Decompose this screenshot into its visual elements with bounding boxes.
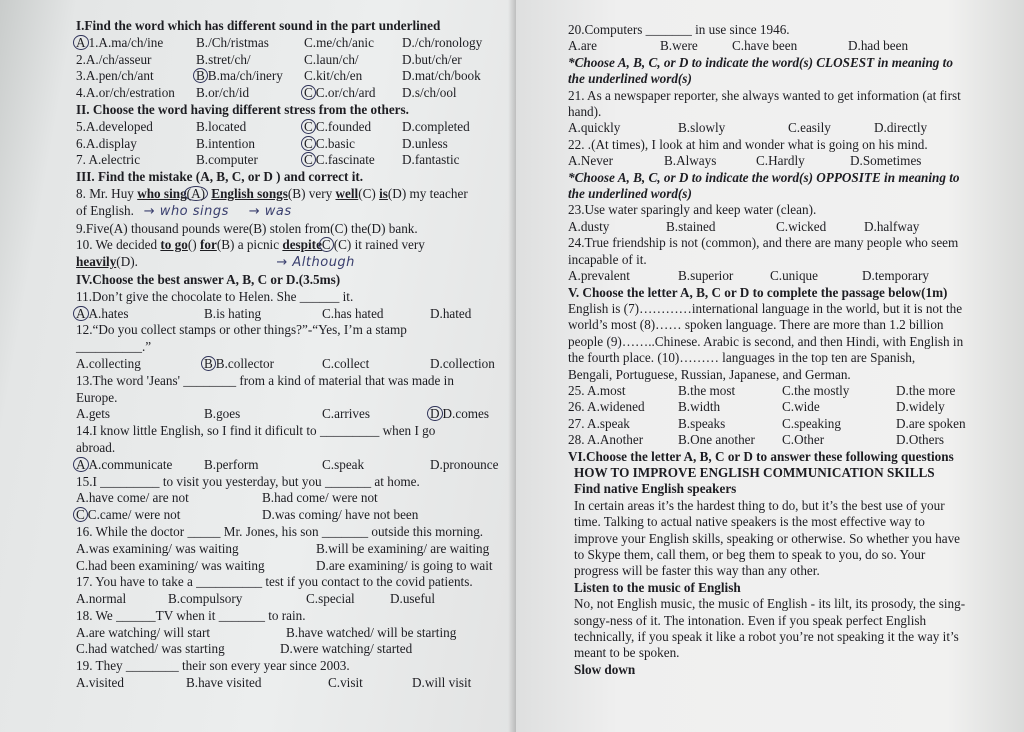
question-row: 4.A.or/ch/estration B.or/ch/id C C.or/ch/ard D.s/ch/ool — [76, 85, 457, 101]
question-22-options: A.Never B.Always C.Hardly D.Sometimes — [568, 153, 922, 169]
opposite-meaning-title: *Choose A, B, C, or D to indicate the word(s) OPPOSITE in meaning to — [568, 169, 960, 185]
question-row: 5.A.developed B.located C C.founded D.completed — [76, 118, 470, 134]
section-4-title: IV.Choose the best answer A, B, C or D.(3.5ms) — [76, 271, 341, 287]
answer-circle: A — [73, 306, 89, 321]
reading-heading: Listen to the music of English — [574, 579, 741, 595]
answer-circle: A — [73, 457, 89, 472]
question-18-options: A.are watching/ will start B.have watched/ will be starting — [76, 624, 457, 640]
closest-meaning-title: *Choose A, B, C, or D to indicate the word(s) CLOSEST in meaning to — [568, 54, 953, 70]
question-24: 24.True friendship is not (common), and there are many people who seem — [568, 235, 959, 251]
question-18: 18. We ______TV when it _______ to rain. — [76, 607, 306, 623]
question-23: 23.Use water sparingly and keep water (clean). — [568, 202, 817, 218]
question-21-options: A.quickly B.slowly C.easily D.directly — [568, 120, 928, 136]
reading-heading: Find native English speakers — [574, 481, 737, 497]
section-3-title: III. Find the mistake (A, B, C, or D ) and correct it. — [76, 169, 364, 185]
answer-circle: C — [319, 237, 334, 252]
question-23-options: A.dusty B.stained C.wicked D.halfway — [568, 218, 920, 234]
opposite-meaning-title-2: the underlined word(s) — [568, 186, 692, 202]
question-12-cont: __________.” — [76, 339, 152, 355]
question-24-cont: incapable of it. — [568, 251, 647, 267]
reading-heading: Slow down — [574, 661, 636, 677]
answer-circle: B — [193, 68, 208, 83]
question-19-options: A.visited B.have visited C.visit D.will visit — [76, 675, 472, 691]
question-row: A 1.A.ma/ch/ine B./Ch/ristmas C.me/ch/anic D./ch/ronology — [76, 35, 506, 52]
right-page — [516, 0, 1024, 732]
question-16-options: A.was examining/ was waiting B.will be examining/ are waiting — [76, 540, 490, 556]
question-16-options-2: C.had been examining/ was waiting D.are examining/ is going to wait — [76, 557, 493, 573]
question-19: 19. They ________ their son every year since 2003. — [76, 658, 350, 674]
question-13: 13.The word 'Jeans' ________ from a kind of material that was made in — [76, 372, 454, 388]
answer-circle: A — [73, 35, 89, 50]
answer-circle: B — [201, 356, 216, 371]
question-8-cont: of English. → who sings → was — [76, 202, 292, 219]
passage-line: English is (7)…………international language in the world, but it is not the — [568, 300, 963, 316]
handwritten-correction: → was — [248, 203, 292, 219]
question-21-cont: hand). — [568, 104, 602, 120]
passage-line: people (9)……..Chinese. Arabic is second, and then Hindi, with English in — [568, 333, 964, 349]
section-2-title: II. Choose the word having different stress from the others. — [76, 101, 409, 117]
passage-line: world’s most (8)…… spoken language. There are more than 1.2 billion — [568, 317, 944, 333]
answer-circle: C — [301, 85, 316, 100]
question-24-options: A.prevalent B.superior C.unique D.temporary — [568, 268, 930, 284]
question-11: 11.Don’t give the chocolate to Helen. She ______ it. — [76, 288, 354, 304]
question-18-options-2: C.had watched/ was starting D.were watching/ started — [76, 641, 413, 657]
question-12: 12.“Do you collect stamps or other things?”-“Yes, I’m a stamp — [76, 322, 407, 338]
question-16: 16. While the doctor _____ Mr. Jones, his son _______ outside this morning. — [76, 523, 484, 539]
question-20-options: A.are B.were C.have been D.had been — [568, 38, 909, 54]
reading-paragraph-1: In certain areas it’s the hardest thing to do, but it’s the best use of your time. Talking to actual native speakers is the most effective way to improve your English skills, speaking or otherwise. So whether you have to Skype them, call them, or beg them to speak to you, do so. Your progress will be faster this way than any other. — [574, 497, 961, 579]
question-row: 3.A.pen/ch/ant B B.ma/ch/inery C.kit/ch/en D.mat/ch/book — [76, 68, 481, 84]
question-14-options: A A.communicate B.perform C.speak D.pronounce — [76, 457, 506, 474]
question-13-cont: Europe. — [76, 389, 118, 405]
question-27-options: 27. A.speak B.speaks C.speaking D.are spoken — [568, 415, 966, 431]
handwritten-correction: → Although — [276, 255, 355, 271]
answer-circle: C — [301, 119, 316, 134]
question-row: 6.A.display B.intention C C.basic D.unless — [76, 135, 448, 151]
passage-line: Bengali, Portuguese, Russian, Japanese, and German. — [568, 366, 851, 382]
section-5-title: V. Choose the letter A, B, C or D to complete the passage below(1m) — [568, 284, 948, 300]
question-22: 22. .(At times), I look at him and wonder what is going on his mind. — [568, 136, 928, 152]
question-13-options: A.gets B.goes C.arrives D D.comes — [76, 406, 490, 422]
answer-circle: C — [301, 136, 316, 151]
question-17: 17. You have to take a __________ test if you contact to the covid patients. — [76, 574, 473, 590]
question-14-cont: abroad. — [76, 439, 116, 455]
question-15-options-2: C C.came/ were not D.was coming/ have not been — [76, 507, 506, 524]
section-6-title: VI.Choose the letter A, B, C or D to answer these following questions — [568, 448, 954, 464]
answer-circle: D — [427, 406, 443, 421]
question-14: 14.I know little English, so I find it dificult to _________ when I go — [76, 423, 436, 439]
answer-circle: C — [73, 507, 88, 522]
question-28-options: 28. A.Another B.One another C.Other D.Others — [568, 432, 944, 448]
question-row: 7. A.electric B.computer C C.fascinate D.fantastic — [76, 152, 460, 168]
section-1-title: I.Find the word which has different sound in the part underlined — [76, 18, 441, 33]
closest-meaning-title-2: the underlined word(s) — [568, 71, 692, 87]
question-15: 15.I _________ to visit you yesterday, but you _______ at home. — [76, 473, 420, 489]
question-15-options: A.have come/ are not B.had come/ were not — [76, 490, 378, 506]
question-11-options: A A.hates B.is hating C.has hated D.hated — [76, 306, 506, 323]
question-21: 21. As a newspaper reporter, she always wanted to get information (at first — [568, 87, 961, 103]
question-12-options: A.collecting B B.collector C.collect D.collection — [76, 355, 495, 371]
answer-circle: (A) — [184, 186, 208, 201]
section-1-questions — [76, 35, 506, 102]
question-8: 8. Mr. Huy who sing(A) English songs(B) very well(C) is(D) my teacher — [76, 185, 468, 201]
question-10-cont: heavily(D). → Although — [76, 254, 355, 271]
section-6-subtitle: HOW TO IMPROVE ENGLISH COMMUNICATION SKILLS — [574, 464, 935, 480]
question-17-options: A.normal B.compulsory C.special D.useful — [76, 591, 436, 607]
answer-circle: C — [301, 152, 316, 167]
question-26-options: 26. A.widened B.width C.wide D.widely — [568, 399, 945, 415]
passage-line: the fourth place. (10)……… languages in the top ten are Spanish, — [568, 350, 916, 366]
question-25-options: 25. A.most B.the most C.the mostly D.the more — [568, 382, 956, 398]
question-20: 20.Computers _______ in use since 1946. — [568, 22, 790, 37]
question-9: 9.Five(A) thousand pounds were(B) stolen from(C) the(D) bank. — [76, 220, 418, 236]
reading-paragraph-2: No, not English music, the music of English - its lilt, its prosody, the sing- songy-ness of it. The intonation. Even if you speak perfect English technically, if you speak it like a robot you’re not speaking it the way it’s meant to be spoken. — [574, 596, 966, 661]
handwritten-correction: → who sings — [143, 203, 229, 219]
question-10: 10. We decided to go() for(B) a picnic despiteC (C) it rained very — [76, 237, 425, 253]
question-row: 2.A./ch/asseur B.stret/ch/ C.laun/ch/ D.but/ch/er — [76, 51, 462, 67]
